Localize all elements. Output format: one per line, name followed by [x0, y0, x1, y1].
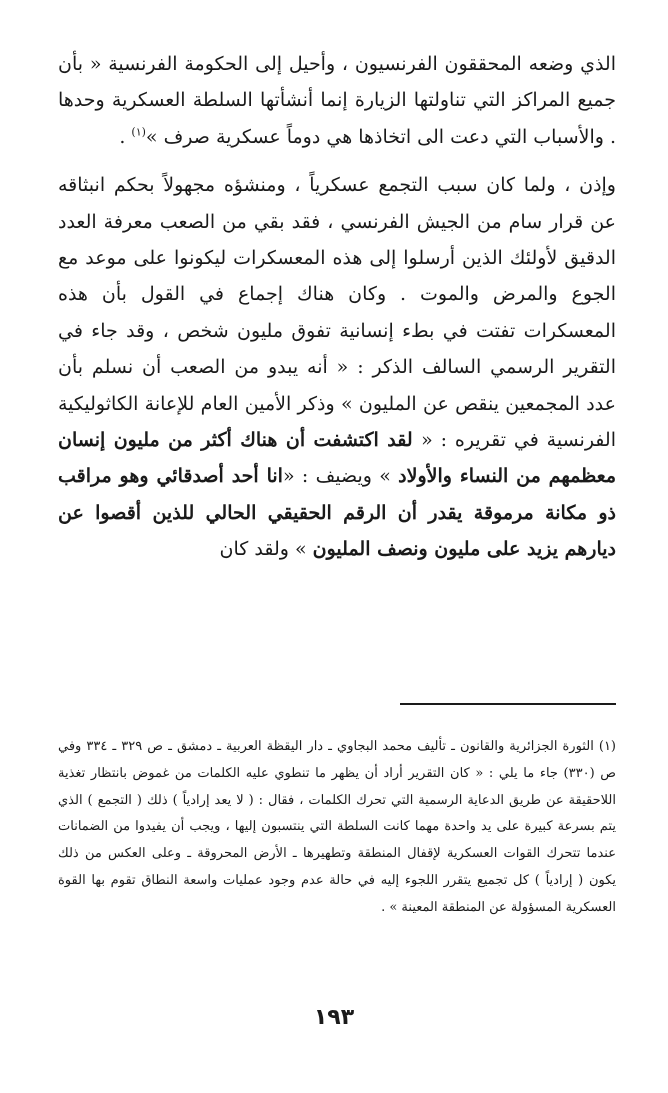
paragraph-2-text-2: » ويضيف : « [282, 465, 399, 488]
footnote-1: (١) الثورة الجزائرية والقانون ـ تأليف محمد البجاوي ـ دار اليقظة العربية ـ دمشق ـ ص ٣٢٩ ـ ٣٣٤ وفي ص (٣٣٠) جاء ما يلي : « كان التقرير أراد أن يظهر ما تنطوي عليه الكلمات من غموض بانتظار تغذية اللاحقيقة عن طريق الدعاية الرسمية التي تحرك الكلمات ، فقال : ( لا يعد إرادياً ) ذلك ( التجمع ) الذي يتم بسرعة كبيرة على يد واحدة مهما كانت السلطة التي ينتسبون إليها ، ويجب أن يفيدوا من الضمانات عندما تتحرك القوات العسكرية لإقفال المنطقة وتطهيرها ـ الأرض المحروقة ـ وعلى العكس من ذلك يكون ( إرادياً ) كل تجميع يتقرر اللجوء إليه في حالة عدم وجود عمليات واسعة النطاق تقوم بها القوة العسكرية المسؤولة عن المنطقة المعينة » . [58, 739, 617, 915]
paragraph-2-text-3: » ولقد كان [219, 538, 313, 561]
footnotes [58, 734, 616, 922]
paragraph-2-bold-quote-1: لقد اكتشفت أن هناك أكثر من مليون إنسان معظمهم من النساء والأولاد [58, 429, 617, 488]
page-number: ١٩٣ [313, 1005, 355, 1030]
paragraph-1-end: . [119, 125, 132, 148]
paragraph-2-bold-quote-2: انا أحد أصدقائي وهو مراقب ذو مكانة مرموقة يقدر أن الرقم الحقيقي الحالي للذين أقصوا عن ديارهم يزيد على مليون ونصف المليون [58, 465, 616, 561]
footnote-marker: (١) [131, 125, 146, 139]
main-text [58, 46, 616, 568]
paragraph-1-text: الذي وضعه المحققون الفرنسيون ، وأحيل إلى الحكومة الفرنسية « بأن جميع المراكز التي تناولتها الزيارة إنما أنشأتها السلطة العسكرية وحدها . والأسباب التي دعت الى اتخاذها هي دوماً عسكرية صرف » [58, 53, 616, 148]
paragraph-2 [58, 167, 616, 567]
paragraph-2-text-1: وإذن ، ولما كان سبب التجمع عسكرياً ، ومنشؤه مجهولاً بحكم انبثاقه عن قرار سام من الجيش الفرنسي ، فقد بقي من الصعب معرفة العدد الدقيق لأولئك الذين أرسلوا إلى هذه المعسكرات ليكونوا على موعد مع الجوع والمرض والموت . وكان هناك إجماع في القول بأن هذه المعسكرات تفتت في بطء إنسانية تفوق مليون شخص ، وقد جاء في التقرير الرسمي السالف الذكر : « أنه يبدو من الصعب أن نسلم بأن عدد المجمعين ينقص عن المليون » وذكر الأمين العام للإعانة الكاثوليكية الفرنسية في تقريره : « [58, 174, 616, 452]
paragraph-1 [58, 46, 616, 155]
footnote-separator [400, 703, 616, 705]
